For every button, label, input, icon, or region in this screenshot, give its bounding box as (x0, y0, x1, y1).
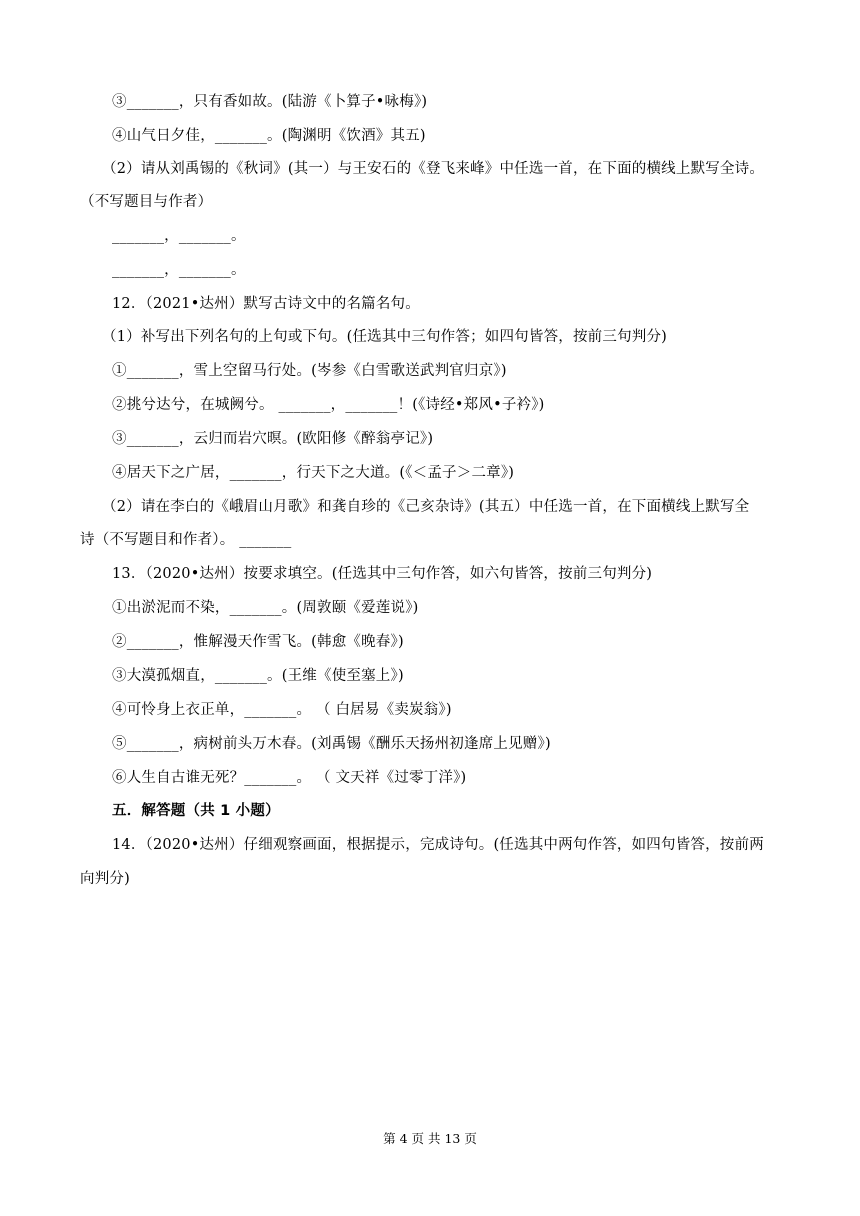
question-12-item-4: ④居天下之广居，_______，行天下之大道。(《＜孟子＞二章》) (112, 465, 515, 481)
question-13-item-6: ⑥人生自古谁无死？_______。 （ 文天祥《过零丁洋》) (112, 770, 467, 786)
question-13-item-4: ④可怜身上衣正单，_______。 （ 白居易《卖炭翁》) (112, 702, 452, 718)
question-13-item-1: ①出淤泥而不染，_______。(周敦颐《爱莲说》) (112, 600, 419, 616)
question-11-item-4: ④山气日夕佳，_______。(陶渊明《饮酒》其五) (112, 128, 426, 144)
question-13-item-3: ③大漠孤烟直，_______。(王维《使至塞上》) (112, 668, 404, 684)
question-13-item-2: ②_______，惟解漫天作雪飞。(韩愈《晚春》) (112, 634, 404, 650)
question-14-title-cont: 向判分) (80, 871, 130, 887)
question-12-part-2: （2）请在李白的《峨眉山月歌》和龚自珍的《己亥杂诗》(其五）中任选一首，在下面横线上默写全 (102, 499, 750, 515)
question-11-part-2-note: （不写题目与作者） (80, 194, 213, 210)
question-12-part-1: （1）补写出下列名句的上句或下句。(任选其中三句作答；如四句皆答，按前三句判分) (102, 329, 668, 345)
section-heading: 五．解答题（共 1 小题） (112, 803, 280, 819)
question-11-part-2: （2）请从刘禹锡的《秋词》(其一）与王安石的《登飞来峰》中任选一首，在下面的横线上默写全诗。 (102, 161, 765, 177)
question-12-part-2-cont: 诗（不写题目和作者）。 _______ (80, 532, 292, 548)
question-13-title: 13．（2020•达州）按要求填空。(任选其中三句作答，如六句皆答，按前三句判分) (112, 566, 653, 582)
question-12-item-2: ②挑兮达兮，在城阙兮。 _______，_______！(《诗经•郑风•子衿》) (112, 397, 545, 413)
question-11-item-3: ③_______，只有香如故。(陆游《卜算子•咏梅》) (112, 94, 428, 110)
question-14-title: 14．（2020•达州）仔细观察画面，根据提示，完成诗句。(任选其中两句作答，如四句皆答，按前两 (112, 837, 764, 853)
question-13-item-5: ⑤_______，病树前头万木春。(刘禹锡《酬乐天扬州初逢席上见赠》) (112, 736, 551, 752)
page-footer: 第 4 页 共 13 页 (383, 1131, 477, 1146)
question-12-title: 12．（2021•达州）默写古诗文中的名篇名句。 (112, 296, 420, 312)
question-12-item-1: ①_______，雪上空留马行处。(岑参《白雪歌送武判官归京》) (112, 363, 507, 379)
question-12-item-3: ③_______，云归而岩穴暝。(欧阳修《醉翁亭记》) (112, 431, 434, 447)
answer-blank-line: _______，_______。 (112, 262, 246, 278)
answer-blank-line: _______，_______。 (112, 228, 246, 244)
